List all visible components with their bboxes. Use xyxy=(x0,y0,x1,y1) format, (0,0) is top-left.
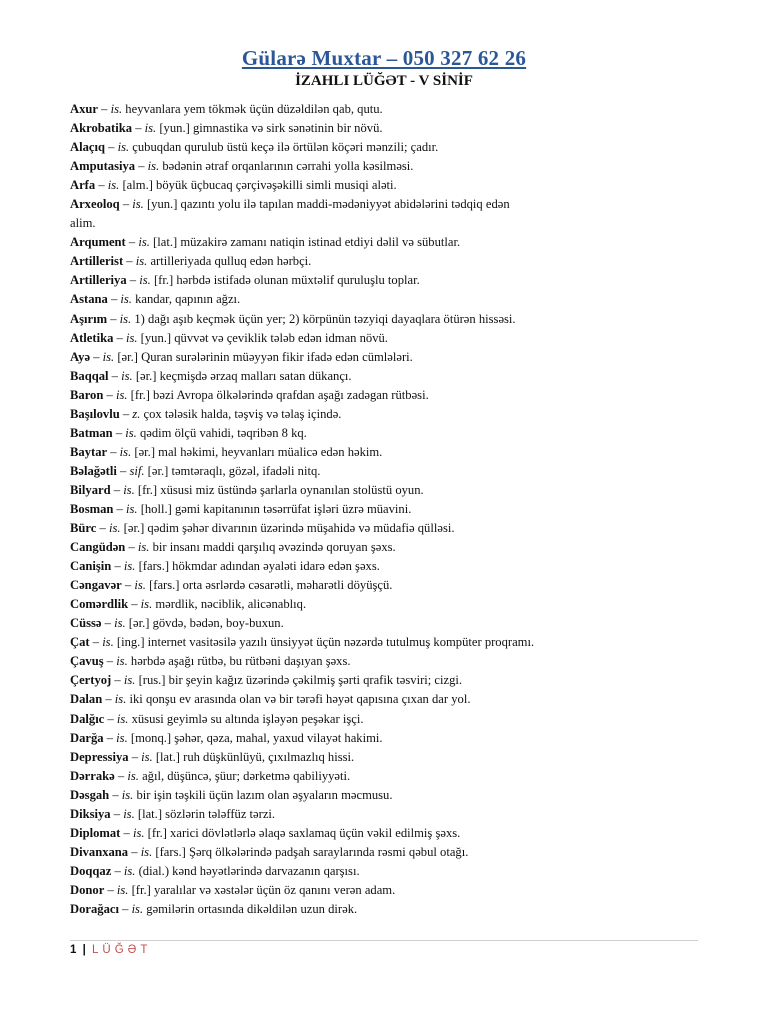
entry-part-of-speech: is. xyxy=(123,482,135,497)
entry-part-of-speech: is. xyxy=(123,863,136,878)
entry-definition: [ər.] Quran surələrinin müəyyən fikir ifadə edən cümlələri. xyxy=(114,349,413,364)
entry-term: Doqqaz xyxy=(70,863,112,878)
entry-part-of-speech: is. xyxy=(132,825,145,840)
entry-definition: [fars.] Şərq ölkələrində padşah saraylarında rəsmi qəbul otağı. xyxy=(152,844,469,859)
entry-term: Dorağacı xyxy=(70,901,119,916)
entry-definition: kandar, qapının ağzı. xyxy=(131,292,241,307)
entry-part-of-speech: is. xyxy=(144,121,157,136)
glossary-entry: Canişin – is. [fars.] hökmdar adından əyaləti idarə edən şəxs. xyxy=(70,559,380,574)
entry-term: Diksiya xyxy=(70,806,111,821)
glossary-entry: Axur – is. heyvanlara yem tökmək üçün düzəldilən qab, qutu. xyxy=(70,102,383,116)
entry-term: Arfa xyxy=(70,178,96,193)
glossary-entry: Bosman – is. [holl.] gəmi kapitanının təsərrüfat işləri üzrə müavini. xyxy=(70,501,412,516)
running-title: LÜĞƏT xyxy=(92,944,152,956)
entry-term: Baron xyxy=(70,387,104,402)
glossary-entry: Cüssə – is. [ər.] gövdə, bədən, boy-buxun. xyxy=(70,616,284,631)
entry-term: Canişin xyxy=(70,559,112,574)
entry-term: Başılovlu xyxy=(70,406,120,421)
entry-term: Dalğıc xyxy=(70,711,105,726)
entry-definition: xüsusi geyimlə su altında işləyən peşəkar işçi. xyxy=(128,711,364,726)
entry-term: Çertyoj xyxy=(70,673,112,688)
glossary-entry: Comərdlik – is. mərdlik, nəciblik, alicənablıq. xyxy=(70,597,307,612)
entry-part-of-speech: is. xyxy=(114,692,127,707)
glossary-entry: Doqqaz – is. (dial.) kənd həyətlərində darvazanın qarşısı. xyxy=(70,863,360,878)
entry-part-of-speech: is. xyxy=(116,711,129,726)
entry-part-of-speech: z. xyxy=(132,406,141,421)
glossary-entry: Bürc – is. [ər.] qədim şəhər divarının üzərində müşahidə və müdafiə qülləsi. xyxy=(70,521,455,536)
glossary-entry: Diplomat – is. [fr.] xarici dövlətlərlə əlaqə saxlamaq üçün vəkil edilmiş şəxs. xyxy=(70,825,461,840)
entry-definition: heyvanlara yem tökmək üçün düzəldilən qab, qutu. xyxy=(122,102,383,116)
entry-part-of-speech: is. xyxy=(115,387,128,402)
glossary-entry: Divanxana – is. [fars.] Şərq ölkələrində padşah saraylarında rəsmi qəbul otağı. xyxy=(70,844,469,859)
glossary-entries xyxy=(70,100,710,919)
entry-part-of-speech: is. xyxy=(107,178,120,193)
entry-term: Amputasiya xyxy=(70,159,136,174)
glossary-entry: Batman – is. qədim ölçü vahidi, təqribən 8 kq. xyxy=(70,425,307,440)
document-header xyxy=(0,46,768,90)
entry-part-of-speech: is. xyxy=(135,254,148,269)
entry-definition: [fars.] orta əsrlərdə cəsarətli, məharətli döyüşçü. xyxy=(145,578,393,593)
entry-definition: [rus.] bir şeyin kağız üzərində çəkilmiş şərti qrafik təsviri; cizgi. xyxy=(135,673,463,688)
entry-term: Cəngavər xyxy=(70,578,122,593)
entry-part-of-speech: is. xyxy=(134,578,146,593)
entry-term: Diplomat xyxy=(70,825,121,840)
glossary-entry: Astana – is. kandar, qapının ağzı. xyxy=(70,292,241,307)
entry-definition: [alm.] böyük üçbucaq çərçivəşəkilli simli musiqi aləti. xyxy=(119,178,397,193)
entry-definition: gəmilərin ortasında dikəldilən uzun dirək. xyxy=(143,901,358,916)
entry-definition: [ər.] mal həkimi, heyvanları müalicə edən həkim. xyxy=(131,444,383,459)
entry-definition: [lat.] müzakirə zamanı natiqin istinad etdiyi dəlil və sübutlar. xyxy=(149,235,461,250)
entry-definition: qədim ölçü vahidi, təqribən 8 kq. xyxy=(136,425,307,440)
glossary-entry: Arfa – is. [alm.] böyük üçbucaq çərçivəşəkilli simli musiqi aləti. xyxy=(70,178,397,193)
entry-part-of-speech: is. xyxy=(121,368,133,383)
entry-term: Alaçıq xyxy=(70,140,105,155)
glossary-entry: Baron – is. [fr.] bəzi Avropa ölkələrində qrafdan aşağı zadəgan rütbəsi. xyxy=(70,387,429,402)
entry-definition: [fars.] hökmdar adından əyaləti idarə edən şəxs. xyxy=(135,559,380,574)
entry-part-of-speech: is. xyxy=(137,540,150,555)
entry-term: Bürc xyxy=(70,521,97,536)
glossary-entry: Aşırım – is. 1) dağı aşıb keçmək üçün yer; 2) körpünün təzyiqi dayaqlara ötürən hissəsi. xyxy=(70,311,516,326)
entry-term: Astana xyxy=(70,292,108,307)
entry-term: Arxeoloq xyxy=(70,197,120,212)
glossary-entry: Başılovlu – z. çox tələsik halda, təşviş və təlaş içində. xyxy=(70,406,342,421)
footer-separator: | xyxy=(82,944,86,956)
entry-definition: [fr.] yaralılar və xəstələr üçün öz qanını verən adam. xyxy=(128,882,396,897)
entry-term: Bilyard xyxy=(70,482,111,497)
glossary-entry: Dalğıc – is. xüsusi geyimlə su altında işləyən peşəkar işçi. xyxy=(70,711,364,726)
glossary-entry: Cəngavər – is. [fars.] orta əsrlərdə cəsarətli, məharətli döyüşçü. xyxy=(70,578,393,593)
entry-term: Artillerist xyxy=(70,254,124,269)
entry-definition: [fr.] xüsusi miz üstündə şarlarla oynanılan stolüstü oyun. xyxy=(134,482,424,497)
entry-part-of-speech: is. xyxy=(102,349,115,364)
entry-part-of-speech: is. xyxy=(138,235,150,250)
footer-divider xyxy=(70,940,698,941)
entry-term: Baqqal xyxy=(70,368,109,383)
entry-part-of-speech: is. xyxy=(102,635,114,650)
glossary-entry: Diksiya – is. [lat.] sözlərin tələffüz tərzi. xyxy=(70,806,276,821)
entry-definition: [yun.] qüvvət və çeviklik tələb edən idman növü. xyxy=(137,330,388,345)
glossary-entry: Donor – is. [fr.] yaralılar və xəstələr üçün öz qanını verən adam. xyxy=(70,882,396,897)
glossary-entry: Baytar – is. [ər.] mal həkimi, heyvanları müalicə edən həkim. xyxy=(70,444,383,459)
author-contact-title: Gülarə Muxtar – 050 327 62 26 xyxy=(241,46,527,70)
glossary-entry: Ayə – is. [ər.] Quran surələrinin müəyyən fikir ifadə edən cümlələri. xyxy=(70,349,413,364)
dictionary-subtitle: İZAHLI LÜĞƏT - V SİNİF xyxy=(295,73,473,89)
entry-definition: (dial.) kənd həyətlərində darvazanın qarşısı. xyxy=(135,863,360,878)
glossary-entry: Dorağacı – is. gəmilərin ortasında dikəldilən uzun dirək. xyxy=(70,901,358,916)
glossary-entry: Arxeoloq – is. [yun.] qazıntı yolu ilə tapılan maddi-mədəniyyət abidələrini tədqiq edən alim. xyxy=(70,197,510,231)
entry-part-of-speech: is. xyxy=(116,882,129,897)
glossary-entry: Depressiya – is. [lat.] ruh düşkünlüyü, çıxılmazlıq hissi. xyxy=(70,749,355,764)
entry-definition: çubuqdan qurulub üstü keçə ilə örtülən köçəri mənzili; çadır. xyxy=(129,140,439,155)
entry-term: Baytar xyxy=(70,444,108,459)
glossary-entry: Dərrakə – is. ağıl, düşüncə, şüur; dərketmə qabiliyyəti. xyxy=(70,768,351,783)
glossary-entry: Alaçıq – is. çubuqdan qurulub üstü keçə ilə örtülən köçəri mənzili; çadır. xyxy=(70,140,439,155)
entry-term: Ayə xyxy=(70,349,91,364)
entry-term: Divanxana xyxy=(70,844,129,859)
entry-part-of-speech: is. xyxy=(127,768,139,783)
entry-part-of-speech: is. xyxy=(116,730,128,745)
glossary-entry: Artilleriya – is. [fr.] hərbdə istifadə olunan müxtəlif quruluşlu toplar. xyxy=(70,273,420,288)
entry-term: Akrobatika xyxy=(70,121,133,136)
entry-part-of-speech: is. xyxy=(140,597,153,612)
entry-term: Atletika xyxy=(70,330,114,345)
page-number: 1 xyxy=(70,944,77,956)
entry-definition: 1) dağı aşıb keçmək üçün yer; 2) körpünün təzyiqi dayaqlara ötürən hissəsi. xyxy=(131,311,516,326)
entry-term: Bosman xyxy=(70,501,114,516)
entry-part-of-speech: is. xyxy=(123,559,136,574)
entry-definition: [holl.] gəmi kapitanının təsərrüfat işləri üzrə müavini. xyxy=(137,501,412,516)
entry-term: Çavuş xyxy=(70,654,104,669)
entry-definition: [yun.] qazıntı yolu ilə tapılan maddi-mədəniyyət abidələrini tədqiq edən alim. xyxy=(70,197,510,231)
entry-part-of-speech: is. xyxy=(147,159,160,174)
entry-part-of-speech: is. xyxy=(131,901,144,916)
entry-definition: [ər.] keçmişdə ərzaq malları satan dükançı. xyxy=(132,368,352,383)
glossary-entry: Baqqal – is. [ər.] keçmişdə ərzaq malları satan dükançı. xyxy=(70,368,352,383)
entry-part-of-speech: is. xyxy=(132,197,144,212)
entry-term: Axur xyxy=(70,102,98,116)
glossary-entry: Akrobatika – is. [yun.] gimnastika və sirk sənətinin bir növü. xyxy=(70,121,383,136)
entry-term: Batman xyxy=(70,425,113,440)
entry-term: Depressiya xyxy=(70,749,129,764)
entry-term: Bəlağətli xyxy=(70,463,117,478)
entry-part-of-speech: is. xyxy=(140,844,153,859)
entry-part-of-speech: is. xyxy=(125,425,137,440)
glossary-entry: Arqument – is. [lat.] müzakirə zamanı natiqin istinad etdiyi dəlil və sübutlar. xyxy=(70,235,461,250)
entry-term: Çat xyxy=(70,635,90,650)
entry-term: Dalan xyxy=(70,692,103,707)
entry-definition: [ing.] internet vasitəsilə yazılı ünsiyyət üçün nəzərdə tutulmuş kompüter proqramı. xyxy=(113,635,535,650)
entry-part-of-speech: is. xyxy=(108,521,121,536)
entry-definition: [ər.] gövdə, bədən, boy-buxun. xyxy=(125,616,284,631)
glossary-entry: Çat – is. [ing.] internet vasitəsilə yazılı ünsiyyət üçün nəzərdə tutulmuş kompüter proqramı. xyxy=(70,635,535,650)
glossary-entry: Bilyard – is. [fr.] xüsusi miz üstündə şarlarla oynanılan stolüstü oyun. xyxy=(70,482,424,497)
entry-term: Darğa xyxy=(70,730,104,745)
page-footer xyxy=(70,944,151,956)
entry-part-of-speech: is. xyxy=(110,102,123,116)
entry-part-of-speech: is. xyxy=(114,616,126,631)
entry-term: Cüssə xyxy=(70,616,102,631)
entry-part-of-speech: is. xyxy=(123,806,135,821)
entry-definition: [fr.] hərbdə istifadə olunan müxtəlif quruluşlu toplar. xyxy=(150,273,420,288)
entry-part-of-speech: is. xyxy=(123,673,136,688)
entry-definition: çox tələsik halda, təşviş və təlaş içində. xyxy=(140,406,342,421)
entry-part-of-speech: is. xyxy=(119,311,132,326)
entry-definition: bir işin təşkili üçün lazım olan əşyaların məcmusu. xyxy=(133,787,393,802)
glossary-entry: Dalan – is. iki qonşu ev arasında olan və bir tərəfi həyət qapısına çıxan dar yol. xyxy=(70,692,471,707)
glossary-entry: Cangüdən – is. bir insanı maddi qarşılıq əvəzində qoruyan şəxs. xyxy=(70,540,396,555)
entry-definition: [lat.] sözlərin tələffüz tərzi. xyxy=(134,806,276,821)
entry-term: Arqument xyxy=(70,235,126,250)
entry-definition: [monq.] şəhər, qəza, mahal, yaxud vilayət hakimi. xyxy=(127,730,383,745)
glossary-entry: Bəlağətli – sif. [ər.] təmtəraqlı, gözəl, ifadəli nitq. xyxy=(70,463,321,478)
glossary-entry: Darğa – is. [monq.] şəhər, qəza, mahal, yaxud vilayət hakimi. xyxy=(70,730,383,745)
entry-definition: [fr.] xarici dövlətlərlə əlaqə saxlamaq üçün vəkil edilmiş şəxs. xyxy=(144,825,461,840)
entry-definition: mərdlik, nəciblik, alicənablıq. xyxy=(152,597,307,612)
entry-definition: iki qonşu ev arasında olan və bir tərəfi həyət qapısına çıxan dar yol. xyxy=(126,692,471,707)
entry-definition: bir insanı maddi qarşılıq əvəzində qoruyan şəxs. xyxy=(149,540,396,555)
entry-part-of-speech: is. xyxy=(125,501,138,516)
entry-term: Aşırım xyxy=(70,311,108,326)
entry-part-of-speech: is. xyxy=(125,330,138,345)
glossary-entry: Çertyoj – is. [rus.] bir şeyin kağız üzərində çəkilmiş şərti qrafik təsviri; cizgi. xyxy=(70,673,463,688)
entry-term: Dərrakə xyxy=(70,768,115,783)
entry-term: Donor xyxy=(70,882,105,897)
glossary-entry: Dəsgah – is. bir işin təşkili üçün lazım olan əşyaların məcmusu. xyxy=(70,787,393,802)
entry-definition: hərbdə aşağı rütbə, bu rütbəni daşıyan şəxs. xyxy=(127,654,351,669)
entry-definition: bədənin ətraf orqanlarının cərrahi yolla kəsilməsi. xyxy=(159,159,414,174)
entry-term: Artilleriya xyxy=(70,273,127,288)
entry-term: Comərdlik xyxy=(70,597,129,612)
entry-part-of-speech: is. xyxy=(120,292,132,307)
glossary-entry: Çavuş – is. hərbdə aşağı rütbə, bu rütbəni daşıyan şəxs. xyxy=(70,654,351,669)
entry-part-of-speech: is. xyxy=(139,273,151,288)
entry-definition: artilleriyada qulluq edən hərbçi. xyxy=(147,254,312,269)
entry-definition: ağıl, düşüncə, şüur; dərketmə qabiliyyəti. xyxy=(138,768,351,783)
entry-definition: [yun.] gimnastika və sirk sənətinin bir növü. xyxy=(156,121,383,136)
entry-definition: [ər.] təmtəraqlı, gözəl, ifadəli nitq. xyxy=(144,463,321,478)
entry-part-of-speech: is. xyxy=(141,749,153,764)
entry-part-of-speech: sif. xyxy=(129,463,145,478)
entry-term: Cangüdən xyxy=(70,540,126,555)
glossary-entry: Atletika – is. [yun.] qüvvət və çeviklik tələb edən idman növü. xyxy=(70,330,388,345)
glossary-entry: Amputasiya – is. bədənin ətraf orqanlarının cərrahi yolla kəsilməsi. xyxy=(70,159,414,174)
entry-part-of-speech: is. xyxy=(121,787,134,802)
entry-definition: [fr.] bəzi Avropa ölkələrində qrafdan aşağı zadəgan rütbəsi. xyxy=(127,387,429,402)
entry-definition: [ər.] qədim şəhər divarının üzərində müşahidə və müdafiə qülləsi. xyxy=(120,521,455,536)
entry-part-of-speech: is. xyxy=(116,654,128,669)
entry-part-of-speech: is. xyxy=(117,140,130,155)
entry-definition: [lat.] ruh düşkünlüyü, çıxılmazlıq hissi. xyxy=(152,749,355,764)
entry-part-of-speech: is. xyxy=(119,444,132,459)
entry-term: Dəsgah xyxy=(70,787,110,802)
glossary-entry: Artillerist – is. artilleriyada qulluq edən hərbçi. xyxy=(70,254,312,269)
